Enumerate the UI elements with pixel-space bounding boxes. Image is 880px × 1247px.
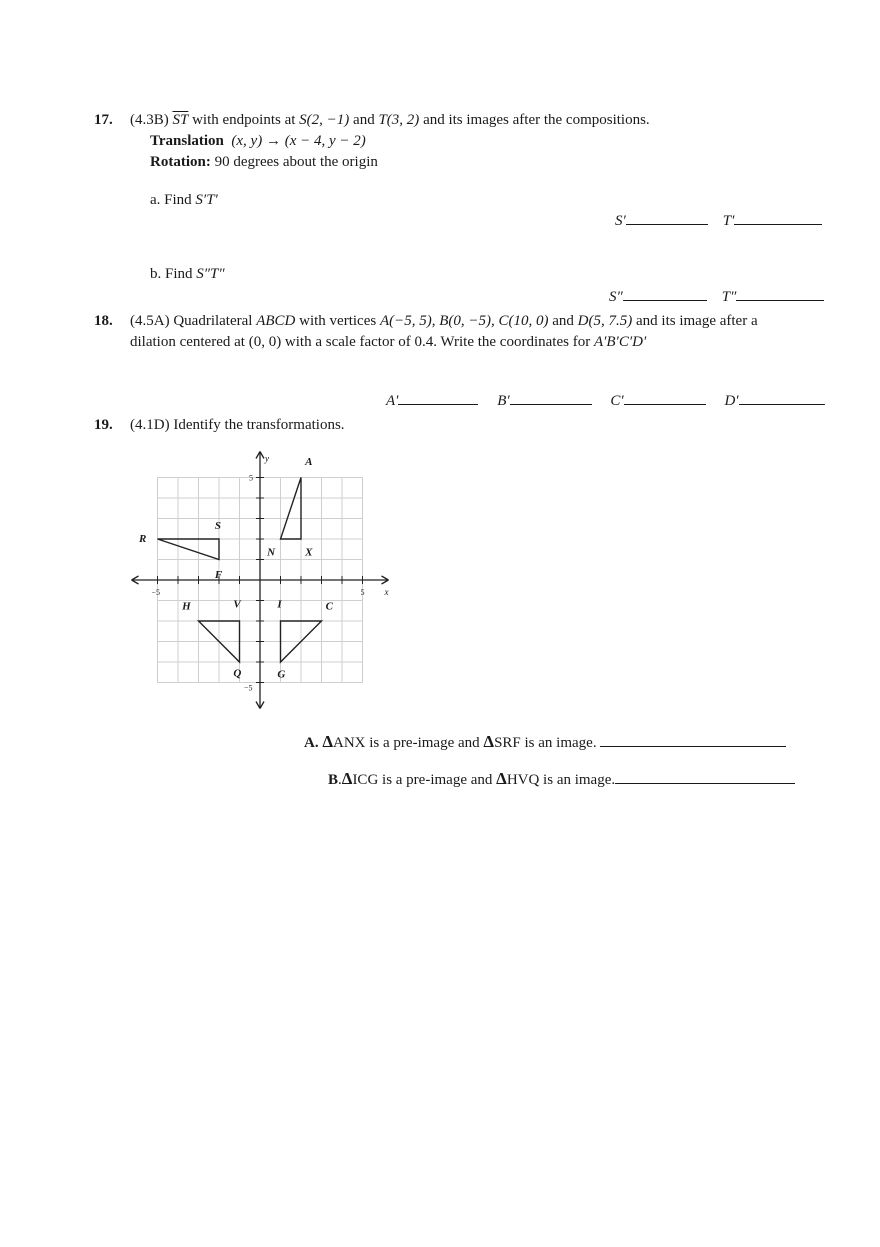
answer-blank[interactable] <box>398 390 478 405</box>
q17-text-b: and its images after the compositions. <box>423 112 650 128</box>
q18-vertex-c: C(10, 0) <box>498 313 549 329</box>
q19-choice-b-dot: . <box>338 772 342 788</box>
q17-standard: (4.3B) <box>130 112 169 128</box>
answer-blank[interactable] <box>623 286 707 301</box>
q17-part-a-ans1-label: S′ <box>615 213 626 229</box>
point-label-x: X <box>305 546 313 559</box>
q17-rotation-label: Rotation: <box>150 154 211 170</box>
q18-line1 <box>130 312 758 330</box>
q18-ans-c-label: C′ <box>610 393 624 409</box>
q17-and: and <box>353 112 375 128</box>
q18-line2-target: A′B′C′D′ <box>593 334 647 350</box>
point-label-s: S <box>214 519 222 532</box>
triangle-anx <box>281 478 302 540</box>
q18-vertex-a: A(−5, 5), <box>379 313 436 329</box>
point-label-f: F <box>214 568 223 581</box>
q17-part-b-label: b. Find <box>150 266 193 282</box>
q17-rotation <box>150 153 378 171</box>
q17-part-b <box>150 265 225 283</box>
answer-blank[interactable] <box>734 210 822 225</box>
answer-blank[interactable] <box>739 390 825 405</box>
q18-text-a: Quadrilateral <box>173 313 253 329</box>
q17-translation-rule: (x, y) → (x − 4, y − 2) <box>231 133 366 149</box>
q18-standard: (4.5A) <box>130 313 170 329</box>
q17-translation <box>150 132 366 150</box>
point-label-h: H <box>182 600 191 613</box>
q18-line2-text: dilation centered at (0, 0) with a scale factor of 0.4. Write the coordinates for <box>130 334 591 350</box>
point-label-c: C <box>325 600 333 613</box>
q17-part-b-target: S″T″ <box>196 266 225 282</box>
triangle-icon: Δ <box>341 769 353 788</box>
q18-vertex-b: B(0, −5), <box>439 313 495 329</box>
point-label-g: G <box>277 668 286 681</box>
point-label-a: A <box>305 456 313 469</box>
q19-number: 19. <box>94 417 113 433</box>
q17-translation-label: Translation <box>150 133 224 149</box>
triangle-icon: Δ <box>322 732 334 751</box>
q19-choice-b-text2: HVQ is an image. <box>506 772 616 788</box>
q18-text-b: with vertices <box>299 313 377 329</box>
point-label-n: N <box>267 546 276 559</box>
q19-choice-a-text2: SRF is an image. <box>494 735 597 751</box>
q19-choice-a-label: A. <box>304 735 319 751</box>
point-label-i: I <box>277 598 282 611</box>
q19-text: (4.1D) Identify the transformations. <box>130 417 345 433</box>
q18-answers <box>386 390 825 410</box>
x-tick-label-pos: 5 <box>360 588 365 597</box>
q17-number: 17. <box>94 112 113 128</box>
q17-segment: $\overline{ST}$ <box>172 112 189 128</box>
coordinate-graph <box>120 448 400 718</box>
q17-part-b-ans2-label: T″ <box>721 289 737 305</box>
x-tick-label-neg: −5 <box>151 588 161 597</box>
answer-blank[interactable] <box>615 769 795 784</box>
q17-part-a-label: a. Find <box>150 192 192 208</box>
point-label-q: Q <box>233 667 242 680</box>
y-tick-label-pos: 5 <box>249 473 253 483</box>
q18-shape: ABCD <box>256 313 296 329</box>
q17-point-s: S(2, −1) <box>299 112 350 128</box>
q17-line1 <box>130 111 650 129</box>
q18-text-c: and its image after a <box>636 313 758 329</box>
q17-rotation-text: 90 degrees about the origin <box>214 154 378 170</box>
q17-part-b-ans1-label: S″ <box>609 289 623 305</box>
q17-part-a-target: S′T′ <box>195 192 218 208</box>
q18-vertex-d: D(5, 7.5) <box>577 313 633 329</box>
answer-blank[interactable] <box>736 286 824 301</box>
point-label-r: R <box>139 533 147 546</box>
answer-blank[interactable] <box>624 390 706 405</box>
triangle-icon: Δ <box>496 769 507 788</box>
q17-part-b-answers <box>609 286 824 306</box>
q17-part-a <box>150 191 218 209</box>
answer-blank[interactable] <box>510 390 592 405</box>
q17-part-a-answers <box>615 210 822 230</box>
q19-choice-a-text1: ANX is a pre-image and <box>333 735 480 751</box>
q17-point-t: T(3, 2) <box>378 112 420 128</box>
point-labels <box>138 453 334 681</box>
q18-and: and <box>552 313 574 329</box>
q19-choice-b-label: B <box>328 772 339 788</box>
answer-blank[interactable] <box>626 210 708 225</box>
y-tick-label-neg: −5 <box>244 683 253 693</box>
q18-number: 18. <box>94 313 113 329</box>
q17-text-a: with endpoints at <box>192 112 296 128</box>
q19-choice-a <box>304 732 786 752</box>
point-label-v: V <box>233 598 241 611</box>
answer-blank[interactable] <box>600 732 786 747</box>
q19-choice-b-text1: ICG is a pre-image and <box>352 772 493 788</box>
q18-line2 <box>130 333 646 351</box>
ticks <box>152 454 389 693</box>
q18-ans-b-label: B′ <box>497 393 510 409</box>
y-axis-label: y <box>265 453 269 464</box>
q19-choice-b <box>328 769 795 789</box>
axes <box>132 452 389 709</box>
triangle-icon: Δ <box>483 732 495 751</box>
x-axis-label: x <box>384 587 389 597</box>
q17-part-a-ans2-label: T′ <box>722 213 735 229</box>
triangle-srf <box>158 539 220 560</box>
q18-ans-a-label: A′ <box>386 393 399 409</box>
q18-ans-d-label: D′ <box>724 393 739 409</box>
